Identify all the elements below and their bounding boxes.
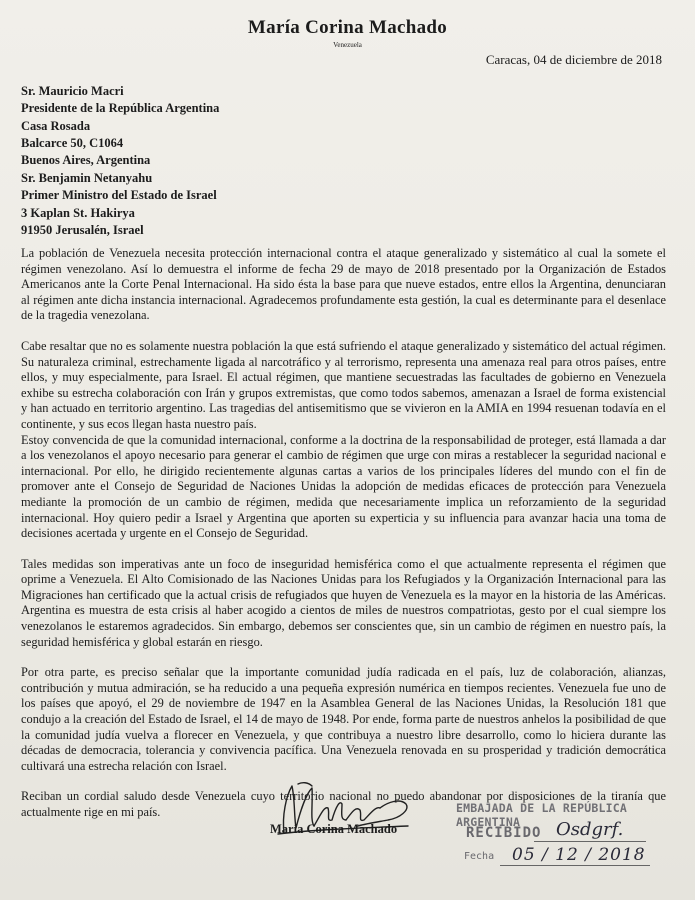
letterhead-subtitle: Venezuela	[333, 41, 362, 49]
letter-body	[21, 246, 666, 821]
stamp-date-underline	[500, 865, 650, 866]
stamp-date-handwriting: 05 / 12 / 2018	[512, 845, 646, 865]
addressee-block	[21, 170, 217, 239]
body-paragraph: La población de Venezuela necesita protección internacional contra el ataque generalizado y sistemático al cual la somete el régimen venezolano. Así lo demuestra el informe de fecha 29 de mayo de 2018 presentado por la Organización de Estados Americanos ante la Corte Penal Internacional. Ha sido ésta la base para que nueve estados, entre ellos la Argentina, denunciaran al régimen ante dicha instancia internacional. Agradecemos profundamente esta gestión, la cual es determinante para el desenlace de la tragedia venezolana.	[21, 246, 666, 323]
addressee-line: 91950 Jerusalén, Israel	[21, 222, 144, 237]
body-paragraph: Tales medidas son imperativas ante un foco de inseguridad hemisférica como el que actualmente representa el régimen que oprime a Venezuela. El Alto Comisionado de las Naciones Unidas para los Refugiados y la Organización Internacional para las Migraciones han certificado que la actual crisis de refugiados que huyen de Venezuela es la mayor en la historia de las Américas. Argentina es muestra de esta crisis al haber acogido a cientos de miles de nuestros compatriotas, gesto por el cual siempre los venezolanos le estaremos agradecidos. Sin embargo, debemos ser conscientes que, sin un cambio de régimen en nuestro país, la seguridad hemisférica y global estarán en riesgo.	[21, 556, 666, 649]
addressee-line: Casa Rosada	[21, 118, 91, 133]
stamp-embassy: EMBAJADA DE LA REPÚBLICA ARGENTINA	[456, 801, 627, 829]
addressee-block	[21, 83, 219, 169]
addressee-line: Buenos Aires, Argentina	[21, 153, 151, 168]
addressee-line: Presidente de la República Argentina	[21, 101, 220, 116]
stamp-received-handwriting: Osdgrf.	[556, 819, 624, 840]
stamp-date-label: Fecha	[464, 851, 495, 862]
letterhead-name: María Corina Machado	[247, 17, 448, 38]
addressee-line: 3 Kaplan St. Hakirya	[21, 205, 135, 220]
body-paragraph: Estoy convencida de que la comunidad internacional, conforme a la doctrina de la responsabilidad de proteger, está llamada a dar a los venezolanos el apoyo necesario para generar el cambio de régimen que urge con miras a restablecer la seguridad nacional e internacional. Por ello, he dirigido recientemente algunas cartas a varios de los principales líderes del mundo con el fin de promover ante el Consejo de Seguridad de Naciones Unidas la adopción de medidas eficaces de protección para Venezuela mediante la promoción de un cambio de régimen, medida que necesariamente implica un reforzamiento de la seguridad internacional. Hoy quiero pedir a Israel y Argentina que aporten su experticia y su influencia para avanzar hacia una toma de decisiones acertada y urgente en el Consejo de Seguridad.	[21, 432, 666, 541]
reception-stamp	[456, 801, 671, 871]
body-paragraph: Cabe resaltar que no es solamente nuestra población la que está sufriendo el ataque generalizado y sistemático del actual régimen. Su naturaleza criminal, estrechamente ligada al narcotráfico y al terrorismo, representa una amenaza real para otros países, entre ellos, y muy especialmente, para Israel. El actual régimen, que mantiene secuestradas las facultades de gobierno en Venezuela exhibe su estrecha colaboración con Irán y grupos extremistas, que como todos sabemos, amenazan a Israel de forma existencial y han actuado en territorio argentino. Las tragedias del antisemitismo que se vivieron en la AMIA en 1994 resuenan todavía en el continente, y sus ecos llegan hasta nuestro país.	[21, 338, 666, 431]
body-paragraph: Reciban un cordial saludo desde Venezuela cuyo territorio nacional no puedo abandonar por disposiciones de la tiranía que actualmente rige en mi país.	[21, 789, 666, 819]
letter-date: Caracas, 04 de diciembre de 2018	[485, 52, 662, 67]
stamp-received-underline	[534, 841, 646, 842]
addressee-line: Sr. Mauricio Macri	[21, 84, 124, 98]
addressee-line: Primer Ministro del Estado de Israel	[21, 188, 217, 203]
stamp-received-label: RECIBIDO	[466, 825, 542, 841]
body-paragraph: Por otra parte, es preciso señalar que la importante comunidad judía radicada en el país, luz de colaboración, alianzas, contribución y mutua admiración, se ha reducido a una pequeña expresión numérica en tiempos recientes. Venezuela fue uno de los países que apoyó, el 29 de noviembre de 1947 en la Asamblea General de las Naciones Unidas, la Resolución 181 que condujo a la creación del Estado de Israel, el 14 de mayo de 1948. Por ende, forma parte de nuestros anhelos la posibilidad de que la comunidad judía vuelva a florecer en Venezuela, y que contribuya a nuestro libre desarrollo, como lo hiciera durante las décadas de democracia, tolerancia y convivencia pacífica. Una Venezuela renovada en su prosperidad y tradición democrática cultivará una estrecha relación con Israel.	[21, 665, 666, 773]
addressee-line: Balcarce 50, C1064	[21, 135, 124, 150]
addressee-line: Sr. Benjamin Netanyahu	[21, 171, 153, 185]
signature-name: María Corina Machado	[270, 822, 398, 836]
